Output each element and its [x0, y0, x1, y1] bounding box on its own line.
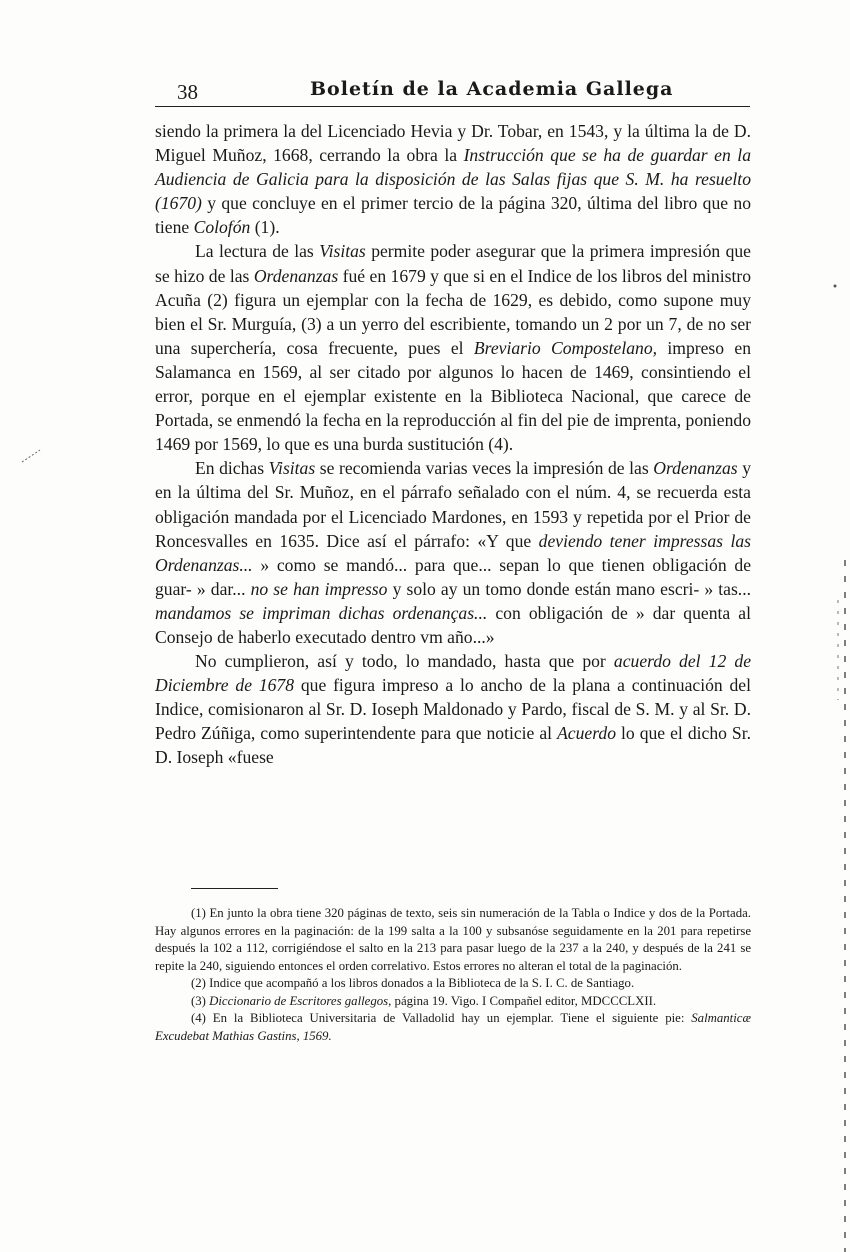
text-run: No cumplieron, así y todo, lo mandado, hasta que por: [195, 651, 614, 672]
text-run: y en la última del Sr. Muñoz, en el párrafo señalado con el núm. 4, se recuerda esta obligación mandada por el Licenciado Mardones, en 1593 y repetida por el Prior de Roncesvalles en 1635. Dice así el párrafo: «Y que: [155, 458, 751, 551]
text-run: fué en 1679 y que si en el Indice de los libros del ministro Acuña (2) figura un ejemplar con la fecha de 1629, es debido, como supone muy bien el Sr. Murguía, (3) a un yerro del escribiente, tomando un 2 por un 7, de no ser una superchería, cosa frecuente, pues el: [155, 265, 751, 358]
text-run: (4) En la Biblioteca Universitaria de Valladolid hay un ejemplar. Tiene el siguiente pie:: [191, 1011, 692, 1025]
text-run: que figura impreso a lo ancho de la plana a continuación del Indice, comisionaron al Sr. D. Ioseph Maldonado y Pardo, fiscal de S. M. y al Sr. D. Pedro Zúñiga, como superintendente para que noticie al: [155, 675, 751, 744]
italic-term: Visitas: [319, 241, 366, 262]
text-run: (3): [191, 993, 210, 1008]
text-run: impreso en Salamanca en 1569, al ser citado por algunos lo hacen de 1469, consintiendo el error, porque en el ejemplar existente en la Biblioteca Nacional, que carece de Portada, se enmendó la fecha en la reproducción al fin del pie de imprenta, poniendo 1469 por 1569, lo que es una burda sustitución (4).: [155, 337, 752, 455]
footnote-2: (2) Indice que acompañó a los libros donados a la Biblioteca de la S. I. C. de Santiago.: [191, 976, 635, 990]
text-run: (1).: [250, 217, 280, 238]
text-run: » como se mandó... para que... sepan lo que tienen obligación de guar- » dar...: [155, 554, 751, 599]
italic-date: acuerdo del 12 de Diciembre de 1678: [155, 651, 752, 696]
italic-term: Colofón: [193, 217, 251, 238]
text-run: siendo la primera la del Licenciado Hevia y Dr. Tobar, en 1543, y la última la de D. Miguel Muñoz, 1668, cerrando la obra la: [155, 121, 751, 166]
italic-term: Visitas: [268, 458, 316, 479]
italic-quote: deviendo tener impressas las Ordenanzas...: [155, 530, 751, 575]
pencil-mark: [22, 450, 40, 462]
italic-title: Salmanticæ Excudebat Mathias Gastins, 1569.: [155, 1011, 751, 1043]
text-run: En dichas: [195, 458, 269, 479]
text-run: lo que el dicho Sr. D. Ioseph «fuese: [155, 723, 751, 768]
italic-term: Acuerdo: [557, 723, 617, 744]
italic-title: Diccionario de Escritores gallegos,: [209, 993, 392, 1008]
italic-term: Ordenanzas: [253, 265, 339, 286]
italic-title: Breviario Compostelano,: [473, 337, 658, 358]
italic-term: Ordenanzas: [653, 458, 738, 479]
running-title: Boletín de la Academia Gallega: [310, 78, 674, 100]
text-run: con obligación de » dar quenta al Consejo de haberlo executado dentro vm año...»: [155, 602, 751, 647]
italic-quote: no se han impresso: [250, 578, 388, 599]
footnote-1: (1) En junto la obra tiene 320 páginas de texto, seis sin numeración de la Tabla o Indice y dos de la Portada. Hay algunos errores en la paginación: de la 199 salta a la 100 y subsanóse seguidamente en la 201 para repetirse después la 102 a 112, corrigiéndose el salto en la 213 para pasar luego de la 237 a la 240, y después de la 241 se repite la 240, siguiendo entonces el orden correlativo. Estos errores no alteran el total de la paginación.: [155, 906, 751, 973]
speck-mark: [834, 285, 837, 288]
page-number: 38: [177, 80, 198, 104]
italic-quote: mandamos se impriman dichas ordenanças...: [155, 602, 488, 623]
text-run: La lectura de las: [195, 241, 320, 262]
text-run: y que concluye en el primer tercio de la página 320, última del libro que no tiene: [155, 193, 751, 238]
text-run: permite poder asegurar que la primera impresión que se hizo de las: [155, 241, 751, 286]
text-run: página 19. Vigo. I Compañel editor, MDCCCLXII.: [391, 993, 657, 1008]
text-run: y solo ay un tomo donde están mano escri- » tas...: [387, 578, 751, 599]
italic-title: Instrucción que se ha de guardar en la Audiencia de Galicia para la disposición de las Salas fijas que S. M. ha resuelto (1670): [155, 145, 751, 214]
text-run: se recomienda varias veces la impresión de las: [315, 458, 654, 479]
